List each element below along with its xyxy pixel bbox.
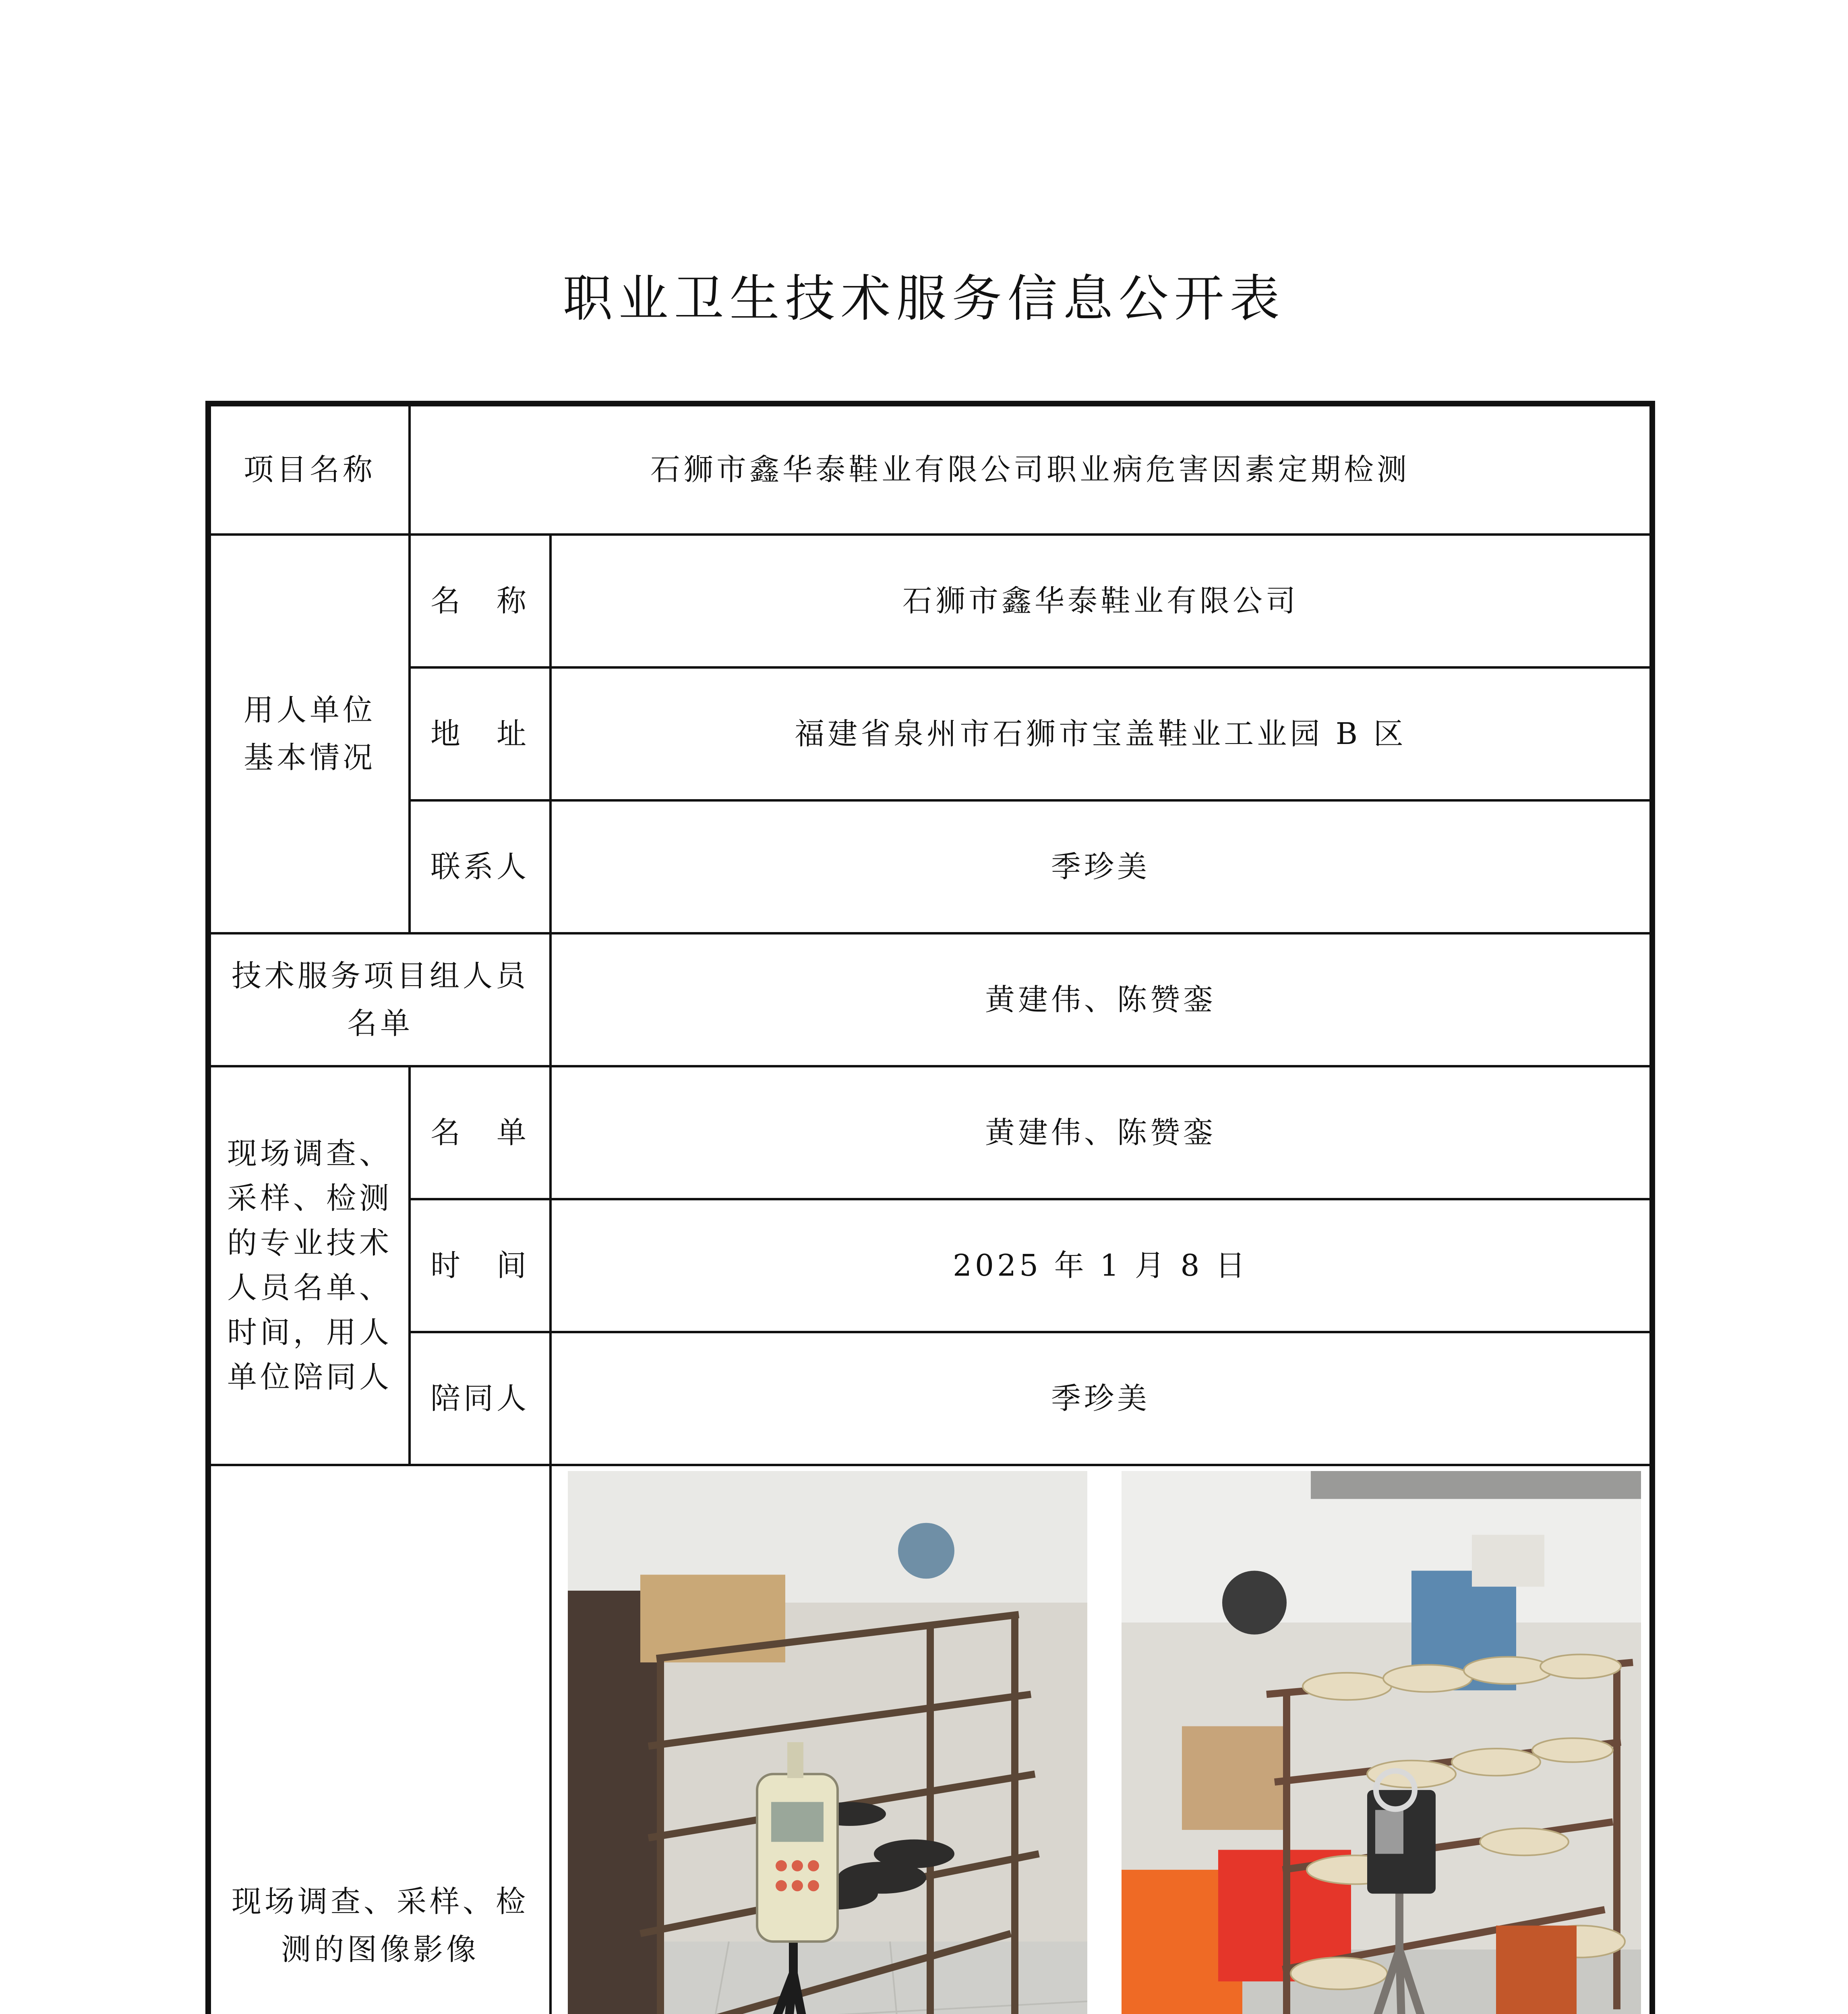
site-photo-1 <box>568 1471 1087 2014</box>
onsite-escort-value: 季珍美 <box>550 1332 1652 1465</box>
row-project-name <box>208 404 1652 535</box>
employer-address-value: 福建省泉州市石狮市宝盖鞋业工业园 B 区 <box>550 667 1652 800</box>
onsite-names-label: 名 单 <box>410 1066 550 1199</box>
images-cell <box>550 1465 1652 2014</box>
site-photo-2-image <box>1122 1471 1641 2014</box>
employer-address-label: 地 址 <box>410 667 550 800</box>
employer-contact-label: 联系人 <box>410 800 550 933</box>
project-name-label: 项目名称 <box>208 404 410 535</box>
row-employer-address <box>208 667 1652 800</box>
row-onsite-names <box>208 1066 1652 1199</box>
site-photo-1-image <box>568 1471 1087 2014</box>
document-title: 职业卫生技术服务信息公开表 <box>563 270 1285 328</box>
team-value: 黄建伟、陈赞銮 <box>550 933 1652 1066</box>
images-label: 现场调查、采样、检 测的图像影像 <box>208 1465 550 2014</box>
employer-name-value: 石狮市鑫华泰鞋业有限公司 <box>550 535 1652 667</box>
row-onsite-escort <box>208 1332 1652 1465</box>
employer-contact-value: 季珍美 <box>550 800 1652 933</box>
onsite-time-value: 2025 年 1 月 8 日 <box>550 1199 1652 1332</box>
onsite-section-label: 现场调查、 采样、检测 的专业技术 人员名单、 时间，用人 单位陪同人 <box>208 1066 410 1465</box>
row-employer-name <box>208 535 1652 667</box>
onsite-names-value: 黄建伟、陈赞銮 <box>550 1066 1652 1199</box>
row-onsite-time <box>208 1199 1652 1332</box>
row-employer-contact <box>208 800 1652 933</box>
employer-section-label: 用人单位 基本情况 <box>208 535 410 933</box>
team-label: 技术服务项目组人员 名单 <box>208 933 550 1066</box>
site-photo-2 <box>1122 1471 1641 2014</box>
employer-name-label: 名 称 <box>410 535 550 667</box>
row-team <box>208 933 1652 1066</box>
project-name-value: 石狮市鑫华泰鞋业有限公司职业病危害因素定期检测 <box>410 404 1652 535</box>
onsite-time-label: 时 间 <box>410 1199 550 1332</box>
onsite-escort-label: 陪同人 <box>410 1332 550 1465</box>
row-images <box>208 1465 1652 2014</box>
info-table <box>205 401 1655 2014</box>
